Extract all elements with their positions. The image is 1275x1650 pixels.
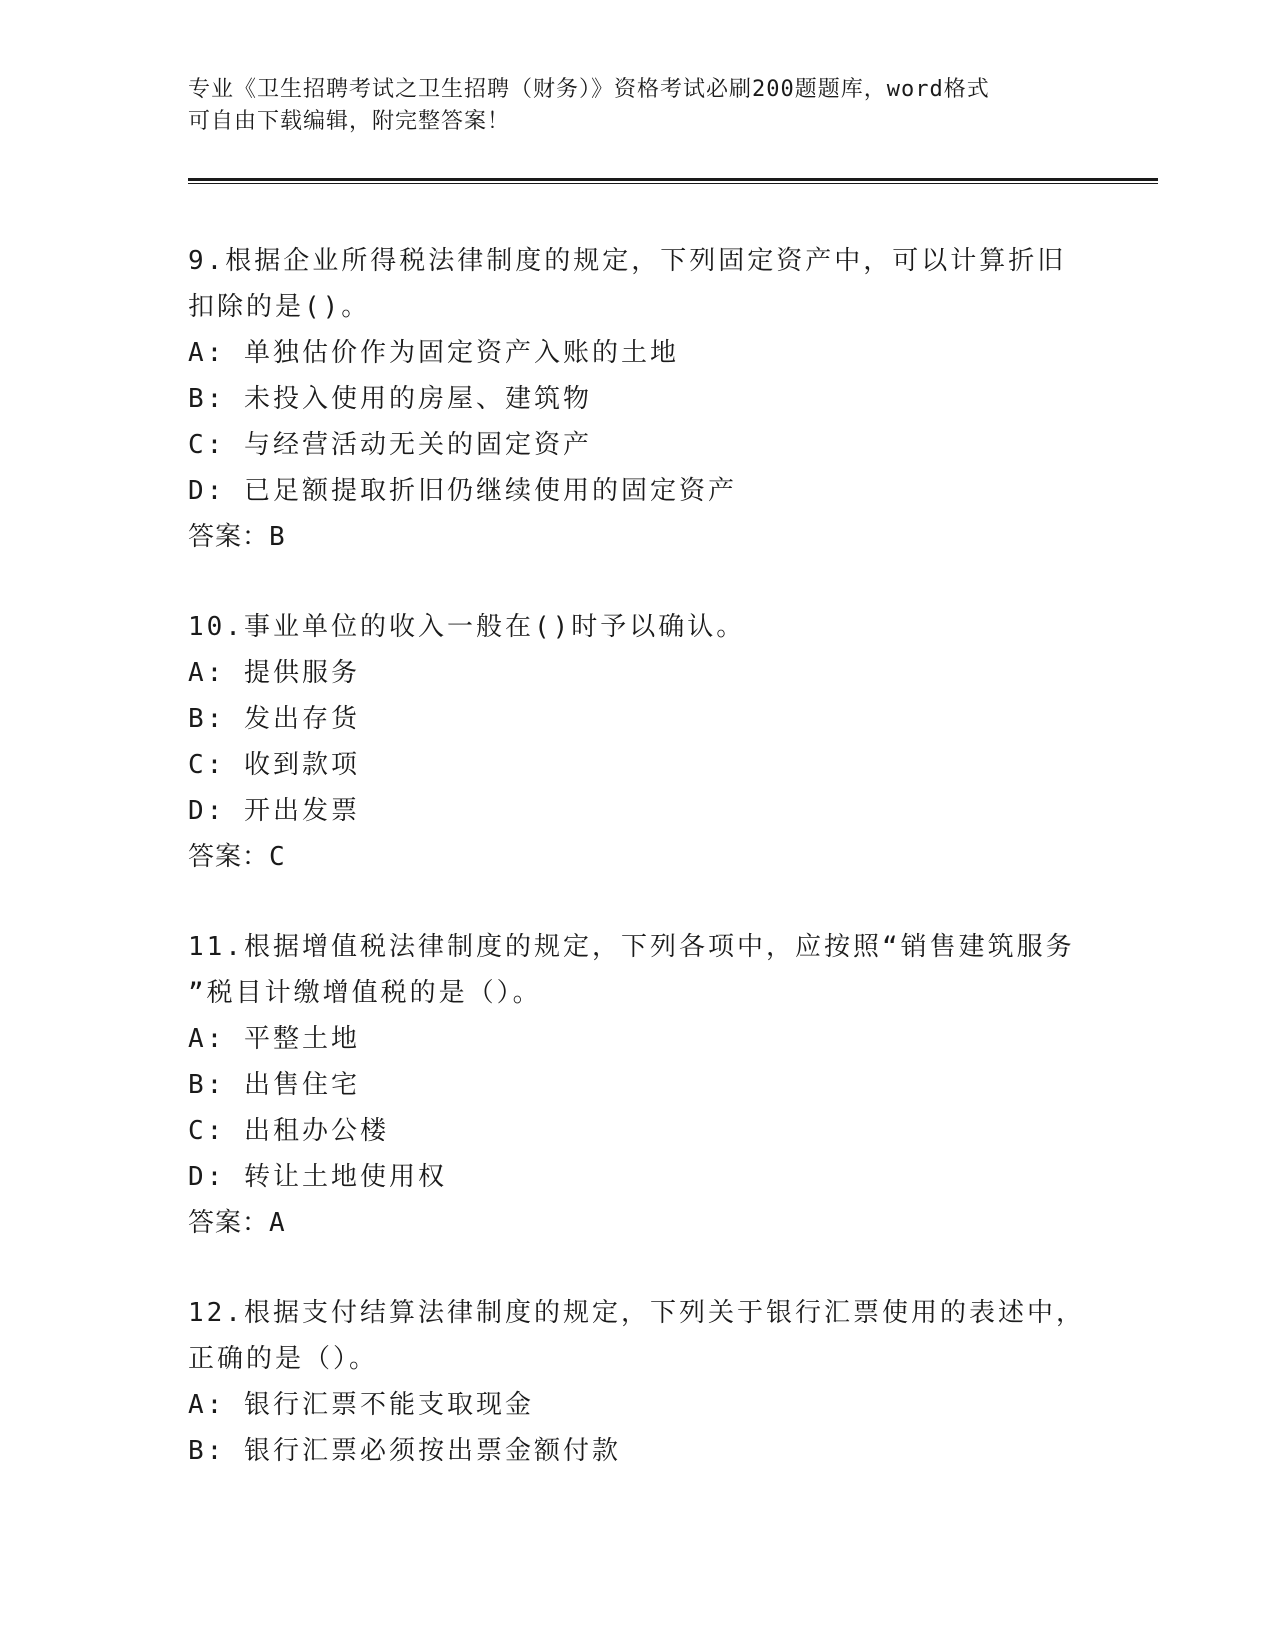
question-text-line: 10.事业单位的收入一般在()时予以确认。 [188, 612, 746, 642]
option-b: B: 发出存货 [188, 704, 360, 734]
answer-value: B [269, 522, 286, 552]
option-c: C: 与经营活动无关的固定资产 [188, 430, 592, 460]
answer-value: C [269, 842, 286, 872]
answer-label: 答案： [188, 842, 270, 872]
option-c: C: 收到款项 [188, 750, 360, 780]
question-text-line: ”税目计缴增值税的是（）。 [188, 978, 542, 1008]
header-divider-thick [188, 178, 1158, 181]
header-line-1: 专业《卫生招聘考试之卫生招聘（财务）》资格考试必刷200题题库，word格式 [188, 77, 990, 102]
question-9 [188, 238, 1088, 560]
option-a: A: 平整土地 [188, 1024, 360, 1054]
question-list [188, 238, 1088, 1518]
option-d: D: 已足额提取折旧仍继续使用的固定资产 [188, 476, 737, 506]
header-divider-thin [188, 183, 1158, 184]
option-d: D: 开出发票 [188, 796, 360, 826]
question-12 [188, 1290, 1088, 1474]
answer-label: 答案： [188, 522, 270, 552]
question-text-line: 9.根据企业所得税法律制度的规定，下列固定资产中，可以计算折旧 [188, 246, 1067, 276]
document-header [188, 74, 1068, 138]
option-b: B: 未投入使用的房屋、建筑物 [188, 384, 592, 414]
option-a: A: 单独估价作为固定资产入账的土地 [188, 338, 679, 368]
answer-line [188, 514, 1088, 560]
question-11 [188, 924, 1088, 1246]
option-d: D: 转让土地使用权 [188, 1162, 447, 1192]
option-a: A: 银行汇票不能支取现金 [188, 1390, 534, 1420]
option-b: B: 出售住宅 [188, 1070, 360, 1100]
option-b: B: 银行汇票必须按出票金额付款 [188, 1436, 621, 1466]
question-text-line: 扣除的是()。 [188, 292, 371, 322]
answer-line [188, 1200, 1088, 1246]
question-text-line: 正确的是（）。 [188, 1344, 379, 1374]
option-a: A: 提供服务 [188, 658, 360, 688]
answer-label: 答案： [188, 1208, 270, 1238]
question-text-line: 11.根据增值税法律制度的规定，下列各项中，应按照“销售建筑服务 [188, 932, 1075, 962]
answer-line [188, 834, 1088, 880]
question-10 [188, 604, 1088, 880]
answer-value: A [269, 1208, 286, 1238]
option-c: C: 出租办公楼 [188, 1116, 389, 1146]
header-line-2: 可自由下载编辑，附完整答案！ [188, 109, 511, 134]
question-text-line: 12.根据支付结算法律制度的规定，下列关于银行汇票使用的表述中， [188, 1298, 1085, 1328]
